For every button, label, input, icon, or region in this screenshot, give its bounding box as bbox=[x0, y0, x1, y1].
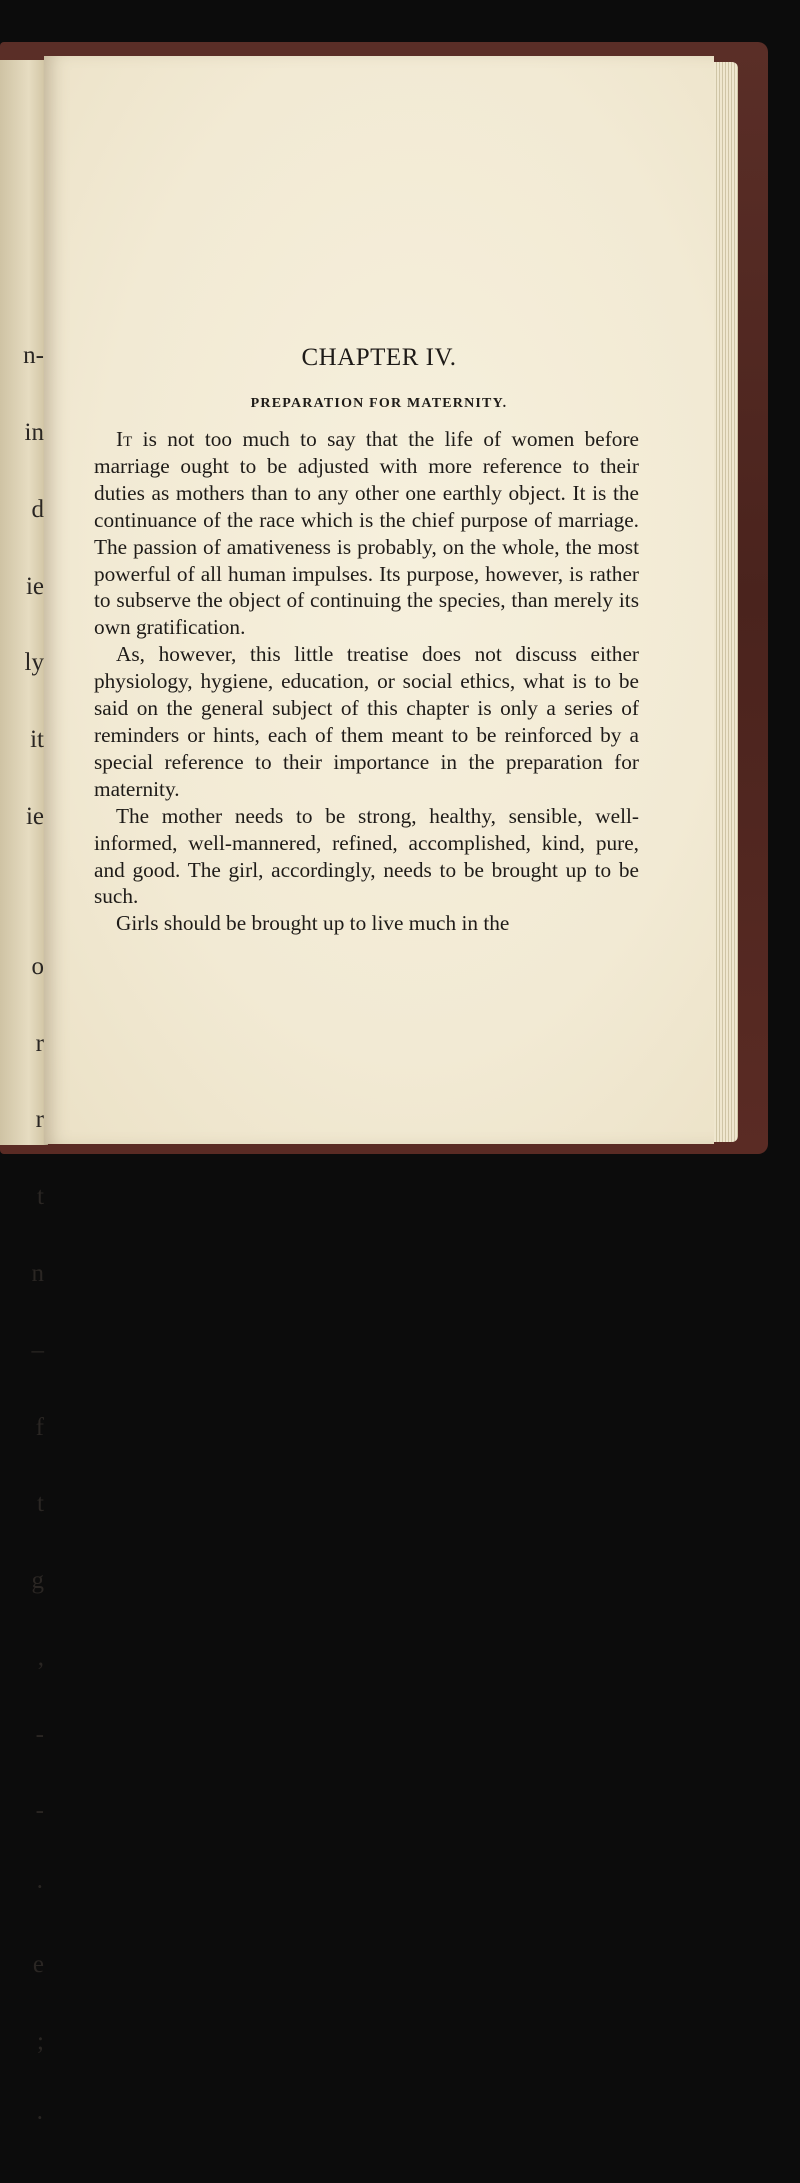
left-line: t bbox=[37, 1490, 44, 1518]
chapter-title: CHAPTER IV. bbox=[301, 344, 457, 371]
left-line: n- bbox=[23, 342, 44, 370]
book-page bbox=[44, 56, 714, 1144]
left-line: ly bbox=[24, 649, 44, 677]
left-line: - bbox=[35, 1720, 44, 1748]
left-line: d bbox=[31, 495, 44, 523]
paragraph bbox=[94, 426, 639, 641]
left-line: , bbox=[37, 1643, 44, 1671]
left-line: it bbox=[30, 726, 44, 754]
chapter-body bbox=[94, 426, 639, 937]
paragraph: Girls should be brought up to live much in the bbox=[116, 911, 510, 936]
left-line: f bbox=[35, 1413, 44, 1441]
left-line: r bbox=[35, 1106, 44, 1134]
chapter-subtitle: PREPARATION FOR MATERNITY. bbox=[250, 396, 508, 411]
left-line: r bbox=[35, 1029, 44, 1057]
left-line: – bbox=[31, 1336, 44, 1364]
left-line: · bbox=[35, 1874, 44, 1902]
left-line: ; bbox=[37, 2027, 44, 2055]
left-line: e bbox=[32, 1951, 44, 1978]
left-line: o bbox=[31, 952, 44, 980]
left-line: t bbox=[37, 1183, 44, 1211]
left-line: - bbox=[35, 1797, 44, 1825]
left-page-fragments bbox=[0, 292, 44, 2182]
left-line: · bbox=[35, 2104, 44, 2132]
left-line: n bbox=[31, 1259, 44, 1287]
paragraph: The mother needs to be strong, healthy, sensible, well-informed, well-mannered, refined, accomplished, kind, pure, and good. The girl, accordingly, needs to be brought up to be such. bbox=[94, 803, 639, 909]
paragraph-text: is not too much to say that the life of women before marriage ought to be adjusted with more reference to their duties as mothers than to any other one earthly object. It is the continuance of the race which is the chief purpose of marriage. The passion of amativeness is probably, on the whole, the most powerful of all human impulses. Its purpose, however, is rather to subserve the object of continuing the species, than merely its own gratification. bbox=[94, 427, 639, 640]
left-line: ie bbox=[25, 572, 44, 600]
left-line: ie bbox=[25, 802, 44, 830]
paragraph: As, however, this little treatise does not discuss either physiology, hygiene, education, or social ethics, what is to be said on the general subject of this chapter is only a series of reminders or hints, each of them meant to be reinforced by a special reference to their importance in the preparation for maternity. bbox=[94, 642, 639, 801]
opening-word: It bbox=[116, 427, 133, 451]
left-line: g bbox=[31, 1567, 44, 1595]
left-facing-page bbox=[0, 60, 48, 2132]
left-line: in bbox=[24, 418, 44, 446]
